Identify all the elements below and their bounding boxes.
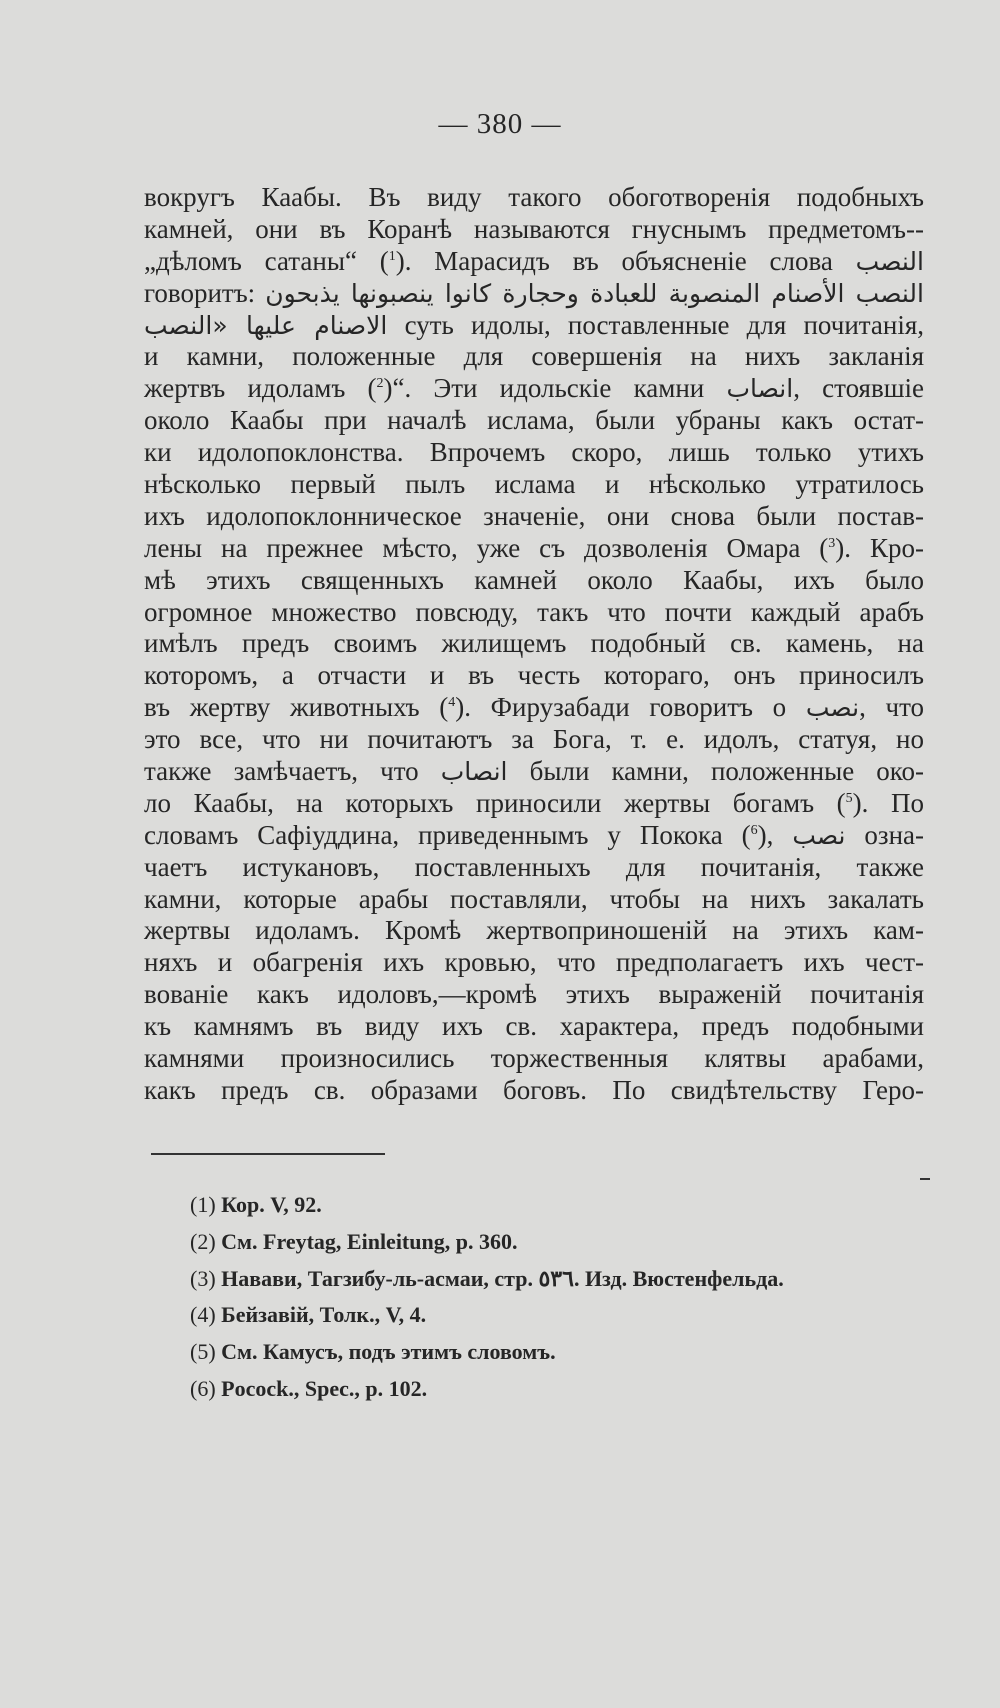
arabic-quote: النصب الأصنام المنصوبة للعبادة وحجارة كانوا ينصبونها يذبحون bbox=[265, 278, 924, 308]
text-line: это все, что ни почитаютъ за Бога, т. е. идолъ, статуя, но bbox=[144, 724, 924, 755]
text-run: , что bbox=[859, 692, 925, 723]
body-text bbox=[144, 182, 924, 1107]
text-run: ). По bbox=[852, 787, 924, 818]
text-line bbox=[144, 533, 924, 565]
text-run: ). Кро- bbox=[835, 532, 925, 563]
text-line: какъ предъ св. образами боговъ. По свидѣтельству Геро- bbox=[144, 1074, 924, 1105]
text-run: говоритъ: bbox=[144, 277, 256, 308]
page-number: — 380 — bbox=[438, 108, 562, 140]
text-line: мѣ этихъ священныхъ камней около Каабы, ихъ было bbox=[144, 564, 924, 595]
text-line: ихъ идолопоклонническое значеніе, они снова были постав- bbox=[144, 500, 924, 531]
text-line bbox=[144, 756, 924, 788]
text-line: къ камнямъ въ виду ихъ св. характера, предъ подобными bbox=[144, 1011, 924, 1042]
text-run: въ жертву животныхъ ( bbox=[144, 692, 449, 723]
footnotes bbox=[190, 1187, 910, 1408]
footnote-ref: 3 bbox=[828, 535, 836, 551]
text-line: камни, которые арабы поставляли, чтобы на нихъ закалать bbox=[144, 883, 924, 914]
text-line: камней, они въ Коранѣ называются гнуснымъ предметомъ-- bbox=[144, 213, 924, 244]
text-run: также замѣчаетъ, что bbox=[144, 756, 419, 787]
text-line: вованіе какъ идоловъ,—кромѣ этихъ выраженій почитанія bbox=[144, 979, 924, 1010]
text-line: имѣлъ предъ своимъ жилищемъ подобный св. камень, на bbox=[144, 628, 924, 659]
footnote-text: Навави, Тагзибу-ль-асмаи, стр. ٥٣٦. Изд. Вюстенфельда. bbox=[221, 1265, 784, 1291]
footnote-text: Pocock., Spec., p. 102. bbox=[221, 1375, 428, 1401]
text-line bbox=[144, 788, 924, 820]
text-line: няхъ и обагренія ихъ кровью, что предполагаетъ ихъ чест- bbox=[144, 947, 924, 978]
text-line: которомъ, а отчасти и въ честь котораго, онъ приносилъ bbox=[144, 660, 924, 691]
text-line bbox=[144, 692, 924, 724]
text-line bbox=[144, 373, 924, 405]
text-line bbox=[144, 310, 924, 342]
footnote-ref: 6 bbox=[750, 822, 758, 838]
footnote bbox=[190, 1334, 910, 1371]
arabic-word: انصاب bbox=[726, 374, 794, 404]
footnote-ref: 5 bbox=[845, 790, 853, 806]
text-line: камнями произносились торжественныя клятвы арабами, bbox=[144, 1043, 924, 1074]
footnote-ref: 1 bbox=[388, 248, 396, 264]
footnote bbox=[190, 1371, 910, 1408]
text-line bbox=[144, 820, 924, 852]
text-line: жертвы идоламъ. Кромѣ жертвоприношеній на этихъ кам- bbox=[144, 915, 924, 946]
text-line: нѣсколько первый пылъ ислама и нѣсколько утратилось bbox=[144, 469, 924, 500]
footnote bbox=[190, 1261, 910, 1298]
text-line: ки идолопоклонства. Впрочемъ скоро, лишь только утихъ bbox=[144, 437, 924, 468]
text-run: жертвъ идоламъ ( bbox=[144, 373, 377, 404]
text-run: лены на прежнее мѣсто, уже съ дозволенія Омара ( bbox=[144, 532, 829, 563]
text-run: ). Марасидъ въ объясненіе слова bbox=[395, 245, 833, 276]
arabic-word: نصب bbox=[805, 693, 860, 723]
footnote bbox=[190, 1187, 910, 1224]
text-line bbox=[144, 278, 924, 310]
arabic-word: النصب bbox=[855, 246, 924, 276]
text-line: чаетъ истукановъ, поставленныхъ для почитанія, также bbox=[144, 851, 924, 882]
footnote-text: Кор. V, 92. bbox=[221, 1192, 322, 1217]
arabic-word: نصب bbox=[792, 820, 846, 850]
arabic-quote: الاصنام عليها «النصب bbox=[144, 310, 388, 340]
footnote-text: См. Камусъ, подъ этимъ словомъ. bbox=[221, 1339, 556, 1365]
footnote-ref: 4 bbox=[448, 695, 456, 711]
footnote-text: См. Freytag, Einleitung, p. 360. bbox=[221, 1228, 518, 1254]
text-run: суть идолы, поставленные для почитанія, bbox=[404, 309, 924, 340]
footnote bbox=[190, 1297, 910, 1334]
text-line bbox=[144, 246, 924, 278]
footnote-mark: (5) bbox=[190, 1339, 216, 1365]
footnote-mark: (3) bbox=[190, 1265, 216, 1291]
footnote-mark: (4) bbox=[190, 1302, 216, 1328]
footnote-divider bbox=[151, 1153, 385, 1155]
footnote-mark: (2) bbox=[190, 1228, 216, 1254]
footnote-mark: (1) bbox=[190, 1192, 216, 1217]
text-line: около Каабы при началѣ ислама, были убраны какъ остат- bbox=[144, 405, 924, 436]
text-line: и камни, положенные для совершенія на нихъ закланія bbox=[144, 341, 924, 372]
text-run: словамъ Сафіуддина, приведеннымъ у Покока ( bbox=[144, 819, 751, 850]
text-run: „дѣломъ сатаны“ ( bbox=[144, 245, 389, 276]
text-run: , стоявшіе bbox=[793, 373, 925, 404]
text-run: ), bbox=[757, 819, 774, 850]
footnote-text: Бейзавій, Толк., V, 4. bbox=[221, 1302, 427, 1328]
text-run: озна- bbox=[864, 819, 924, 850]
arabic-word: انصاب bbox=[440, 757, 508, 787]
margin-mark bbox=[920, 1178, 930, 1180]
text-run: ). Фирузабади говоритъ о bbox=[455, 692, 787, 723]
text-run: ло Каабы, на которыхъ приносили жертвы богамъ ( bbox=[144, 787, 846, 818]
text-run: )“. Эти идольскіе камни bbox=[383, 373, 705, 404]
text-line: вокругъ Каабы. Въ виду такого обоготворенія подобныхъ bbox=[144, 182, 924, 212]
footnote-ref: 2 bbox=[376, 376, 384, 392]
footnote bbox=[190, 1224, 910, 1261]
text-run: были камни, положенные око- bbox=[529, 756, 925, 787]
footnote-mark: (6) bbox=[190, 1375, 216, 1401]
text-line: огромное множество повсюду, такъ что почти каждый арабъ bbox=[144, 596, 924, 627]
